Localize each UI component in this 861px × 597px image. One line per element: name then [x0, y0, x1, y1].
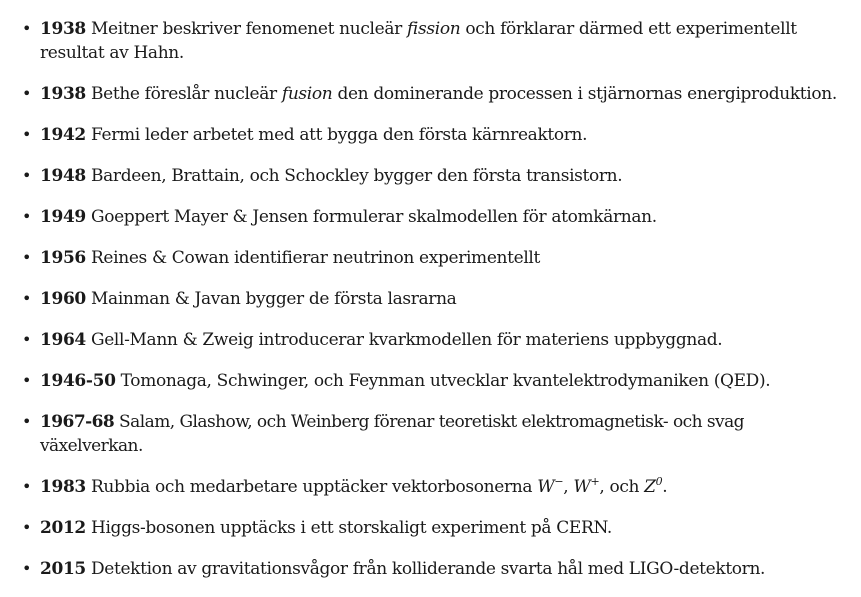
item-text: Detektion av gravitationsvågor från kolliderande svarta hål med LIGO-detektorn. — [90, 559, 766, 579]
item-text: Rubbia och medarbetare upptäcker vektorbosonerna — [90, 477, 533, 497]
item-year: 1956 — [40, 248, 86, 268]
bullet: • — [22, 559, 32, 578]
timeline-item-1938-fission — [22, 17, 841, 65]
item-year: 1946-50 — [40, 371, 116, 391]
bullet: • — [22, 371, 32, 390]
item-year: 1967-68 — [40, 412, 115, 432]
item-separator: , — [563, 477, 569, 497]
bullet: • — [22, 207, 32, 226]
item-text: Goeppert Mayer & Jensen formulerar skalmodellen för atomkärnan. — [90, 207, 657, 227]
timeline-item-1956 — [22, 246, 841, 270]
item-text: Mainman & Javan bygger de första lasrarna — [90, 289, 457, 309]
item-text: och förklarar därmed ett experimentellt resultat av Hahn. — [40, 19, 797, 63]
bullet: • — [22, 125, 32, 144]
item-text: Bardeen, Brattain, och Schockley bygger den första transistorn. — [90, 166, 623, 186]
timeline-item-1949 — [22, 205, 841, 229]
item-text: Higgs-bosonen upptäcks i ett storskaligt experiment på CERN. — [90, 518, 612, 538]
item-text: Gell-Mann & Zweig introducerar kvarkmodellen för materiens uppbyggnad. — [90, 330, 723, 350]
item-year: 1960 — [40, 289, 86, 309]
item-text: Tomonaga, Schwinger, och Feynman utvecklar kvantelektrodymaniken (QED). — [120, 371, 771, 391]
bullet: • — [22, 248, 32, 267]
bullet: • — [22, 477, 32, 496]
item-year: 1938 — [40, 19, 86, 39]
bullet: • — [22, 289, 32, 308]
timeline-item-1967-68 — [22, 410, 841, 458]
bullet: • — [22, 330, 32, 349]
item-separator: , och — [599, 477, 640, 497]
item-text: Fermi leder arbetet med att bygga den första kärnreaktorn. — [90, 125, 588, 145]
bullet: • — [22, 19, 32, 38]
timeline-item-2015 — [22, 557, 841, 581]
item-end: . — [662, 477, 668, 497]
bullet: • — [22, 518, 32, 537]
item-year: 1942 — [40, 125, 86, 145]
timeline-item-1938-fusion — [22, 82, 841, 106]
item-year: 2015 — [40, 559, 86, 579]
item-text: Reines & Cowan identifierar neutrinon experimentellt — [90, 248, 540, 268]
item-year: 2012 — [40, 518, 86, 538]
item-text: den dominerande processen i stjärnornas energiproduktion. — [337, 84, 837, 104]
item-year: 1938 — [40, 84, 86, 104]
item-year: 1983 — [40, 477, 86, 497]
timeline-item-1983 — [22, 475, 841, 499]
timeline-item-1942 — [22, 123, 841, 147]
item-emphasis: fusion — [281, 84, 333, 104]
item-text: Bethe föreslår nucleär — [90, 84, 277, 104]
item-year: 1948 — [40, 166, 86, 186]
item-year: 1964 — [40, 330, 86, 350]
item-text: Salam, Glashow, och Weinberg förenar teoretiskt elektromagnetisk- och svag växelverkan. — [40, 412, 744, 456]
item-year: 1949 — [40, 207, 86, 227]
timeline-item-1946-50 — [22, 369, 841, 393]
timeline-item-2012 — [22, 516, 841, 540]
timeline-item-1948 — [22, 164, 841, 188]
item-text: Meitner beskriver fenomenet nucleär — [90, 19, 402, 39]
z-boson: $Z^0$ — [644, 475, 663, 497]
bullet: • — [22, 166, 32, 185]
timeline-item-1960 — [22, 287, 841, 311]
bullet: • — [22, 412, 31, 431]
w-plus-boson: W+ — [573, 475, 600, 497]
timeline-list — [0, 17, 861, 581]
bullet: • — [22, 84, 32, 103]
timeline-item-1964 — [22, 328, 841, 352]
item-emphasis: fission — [406, 19, 461, 39]
w-minus-boson: W− — [537, 475, 564, 497]
